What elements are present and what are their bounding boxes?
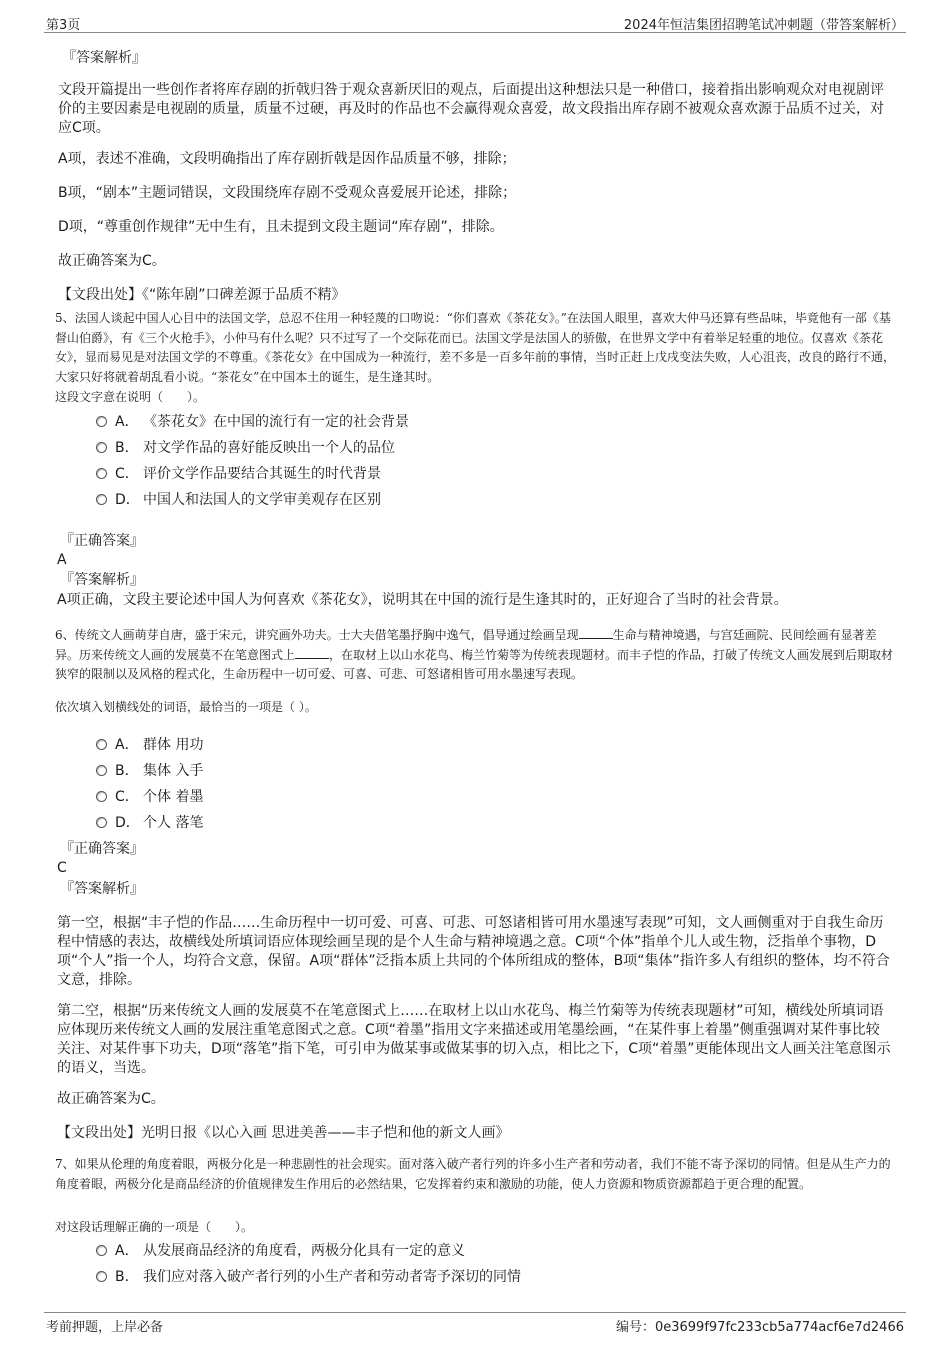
q6-option-a[interactable] xyxy=(96,736,203,754)
radio-icon[interactable] xyxy=(96,1271,107,1282)
fill-blank-1 xyxy=(579,626,613,639)
q5-option-b[interactable] xyxy=(96,439,395,457)
q6-stem xyxy=(55,626,897,685)
option-text: 对文学作品的喜好能反映出一个人的品位 xyxy=(143,440,395,456)
option-text: 中国人和法国人的文学审美观存在区别 xyxy=(143,492,381,508)
radio-icon[interactable] xyxy=(96,765,107,776)
q5-answer: A xyxy=(57,552,67,568)
q4-source: 【文段出处】《“陈年剧”口碑差源于品质不精》 xyxy=(58,287,346,303)
document-code: 编号：0e3699f97fc233cb5a774acf6e7d2466 xyxy=(615,1320,904,1335)
option-key: B． xyxy=(115,1269,139,1285)
option-text: 《茶花女》在中国的流行有一定的社会背景 xyxy=(143,414,409,430)
q7-stem: 7、如果从伦理的角度着眼，两极分化是一种悲剧性的社会现实。面对落入破产者行列的许多小生产者和劳动者，我们不能不寄予深切的同情。但是从生产力的角度着眼，两极分化是商品经济的价值规律发生作用后的必然结果，它发挥着约束和激励的功能，使人力资源和物质资源都趋于更合理的配置。 xyxy=(55,1157,891,1191)
radio-icon[interactable] xyxy=(96,416,107,427)
q7-option-a[interactable] xyxy=(96,1242,465,1260)
q5-option-d[interactable] xyxy=(96,491,381,509)
option-text: 从发展商品经济的角度看，两极分化具有一定的意义 xyxy=(143,1243,465,1259)
q4-analysis-option-d: D项，“尊重创作规律”无中生有，且未提到文段主题词“库存剧”，排除。 xyxy=(58,219,504,235)
option-text: 个体 着墨 xyxy=(143,789,204,805)
q4-conclusion: 故正确答案为C。 xyxy=(58,253,166,269)
option-text: 集体 入手 xyxy=(143,763,204,779)
option-text: 评价文学作品要结合其诞生的时代背景 xyxy=(143,466,381,482)
q5-analysis: A项正确，文段主要论述中国人为何喜欢《茶花女》，说明其在中国的流行是生逢其时的，正好迎合了当时的社会背景。 xyxy=(57,592,788,608)
radio-icon[interactable] xyxy=(96,442,107,453)
q5-answer-label: 『正确答案』 xyxy=(60,533,144,549)
option-key: D． xyxy=(115,492,140,508)
q4-analysis-option-a: A项，表述不准确，文段明确指出了库存剧折戟是因作品质量不够，排除； xyxy=(58,151,516,167)
q6-analysis-label: 『答案解析』 xyxy=(60,881,144,897)
option-key: A． xyxy=(115,414,139,430)
q7-option-b[interactable] xyxy=(96,1268,521,1286)
q5-option-a[interactable] xyxy=(96,413,409,431)
q6-analysis-paragraph-1: 第一空，根据“丰子恺的作品……生命历程中一切可爱、可喜、可悲、可怒诸相皆可用水墨速写表现”可知，文人画侧重对于自我生命历程中情感的表达，故横线处所填词语应体现绘画呈现的是个人生命与精神境遇之意。C项“个体”指单个儿人或生物，泛指单个事物，D项“个人”指一个人，均符合文意，保留。A项“群体”泛指本质上共同的个体所组成的整体，B项“集体”指许多人有组织的整体，均不符合文意，排除。 xyxy=(57,915,890,988)
radio-icon[interactable] xyxy=(96,739,107,750)
document-title: 2024年恒洁集团招聘笔试冲刺题（带答案解析） xyxy=(623,18,904,33)
q6-conclusion: 故正确答案为C。 xyxy=(57,1091,165,1107)
q6-option-d[interactable] xyxy=(96,814,203,832)
footer-motto: 考前押题，上岸必备 xyxy=(46,1320,164,1335)
q6-option-b[interactable] xyxy=(96,762,203,780)
q7-question: 对这段话理解正确的一项是（ ）。 xyxy=(55,1220,254,1234)
q6-question: 依次填入划横线处的词语，最恰当的一项是（ ）。 xyxy=(55,700,317,714)
q6-answer: C xyxy=(57,860,67,876)
page-header xyxy=(44,12,906,33)
page-number: 第3页 xyxy=(46,18,81,33)
q5-option-c[interactable] xyxy=(96,465,381,483)
option-key: A． xyxy=(115,737,139,753)
option-text: 我们应对落入破产者行列的小生产者和劳动者寄予深切的同情 xyxy=(143,1269,521,1285)
page-footer xyxy=(44,1312,906,1335)
fill-blank-2 xyxy=(295,646,329,659)
q6-stem-part: ，在取材上以山水花鸟、梅兰竹菊等为传统表现题材。而丰子恺的作品，打破了传统文人画发展到后期取材狭窄的限制以及风格的程式化，生命历程中一切可爱、可喜、可悲、可怒诸相皆可用水墨速写表现。 xyxy=(55,647,894,681)
option-key: B． xyxy=(115,440,139,456)
q6-stem-part: 6、传统文人画萌芽自唐，盛于宋元，讲究画外功夫。士大夫借笔墨抒胸中逸气，倡导通过绘画呈现 xyxy=(55,628,579,642)
option-key: D． xyxy=(115,815,140,831)
option-text: 个人 落笔 xyxy=(143,815,204,831)
radio-icon[interactable] xyxy=(96,468,107,479)
option-text: 群体 用功 xyxy=(143,737,204,753)
option-key: C． xyxy=(115,789,139,805)
radio-icon[interactable] xyxy=(96,494,107,505)
q4-analysis-paragraph: 文段开篇提出一些创作者将库存剧的折戟归咎于观众喜新厌旧的观点，后面提出这种想法只是一种借口，接着指出影响观众对电视剧评价的主要因素是电视剧的质量，质量不过硬，再及时的作品也不会赢得观众喜爱，故文段指出库存剧不被观众喜欢源于品质不过关，对应C项。 xyxy=(58,82,884,136)
q5-analysis-label: 『答案解析』 xyxy=(60,572,144,588)
q6-answer-label: 『正确答案』 xyxy=(60,841,144,857)
q6-source: 【文段出处】光明日报《以心入画 思进美善——丰子恺和他的新文人画》 xyxy=(57,1125,510,1141)
q4-analysis-option-b: B项，“剧本”主题词错误，文段围绕库存剧不受观众喜爱展开论述，排除； xyxy=(58,185,517,201)
radio-icon[interactable] xyxy=(96,791,107,802)
q4-analysis-label: 『答案解析』 xyxy=(62,50,146,66)
radio-icon[interactable] xyxy=(96,1245,107,1256)
q6-stem-part: 生命与精神境遇，与宫廷画院、民间绘画有显著差异。历来传统文人画的发展莫不在笔意图式上 xyxy=(55,628,877,662)
q6-option-c[interactable] xyxy=(96,788,203,806)
option-key: C． xyxy=(115,466,139,482)
option-key: A． xyxy=(115,1243,139,1259)
q5-stem: 5、法国人谈起中国人心目中的法国文学，总忍不住用一种轻蔑的口吻说：“你们喜欢《茶花女》。”在法国人眼里，喜欢大仲马还算有些品味，毕竟他有一部《基督山伯爵》，有《三个火枪手》，小仲马有什么呢？只不过写了一个交际花而已。法国文学是法国人的骄傲，在世界文学中有着举足轻重的地位。仅喜欢《茶花女》，显而易见是对法国文学的不尊重。《茶花女》在中国成为一种流行，差不多是一百多年前的事情，当时正赶上戊戌变法失败，人心沮丧，改良的路行不通，大家只好将就着胡乱看小说。“茶花女”在中国本土的诞生，是生逢其时。 xyxy=(55,311,896,384)
radio-icon[interactable] xyxy=(96,817,107,828)
q5-question: 这段文字意在说明（ ）。 xyxy=(55,390,206,404)
q6-analysis-paragraph-2: 第二空，根据“历来传统文人画的发展莫不在笔意图式上……在取材上以山水花鸟、梅兰竹菊等为传统表现题材”可知，横线处所填词语应体现历来传统文人画的发展注重笔意图式之意。C项“着墨”指用文字来描述或用笔墨绘画，“在某件事上着墨”侧重强调对某件事比较关注、对某件事下功夫，D项“落笔”指下笔，可引申为做某事或做某事的切入点，相比之下，C项“着墨”更能体现出文人画关注笔意图示的语义，当选。 xyxy=(57,1003,891,1076)
option-key: B． xyxy=(115,763,139,779)
